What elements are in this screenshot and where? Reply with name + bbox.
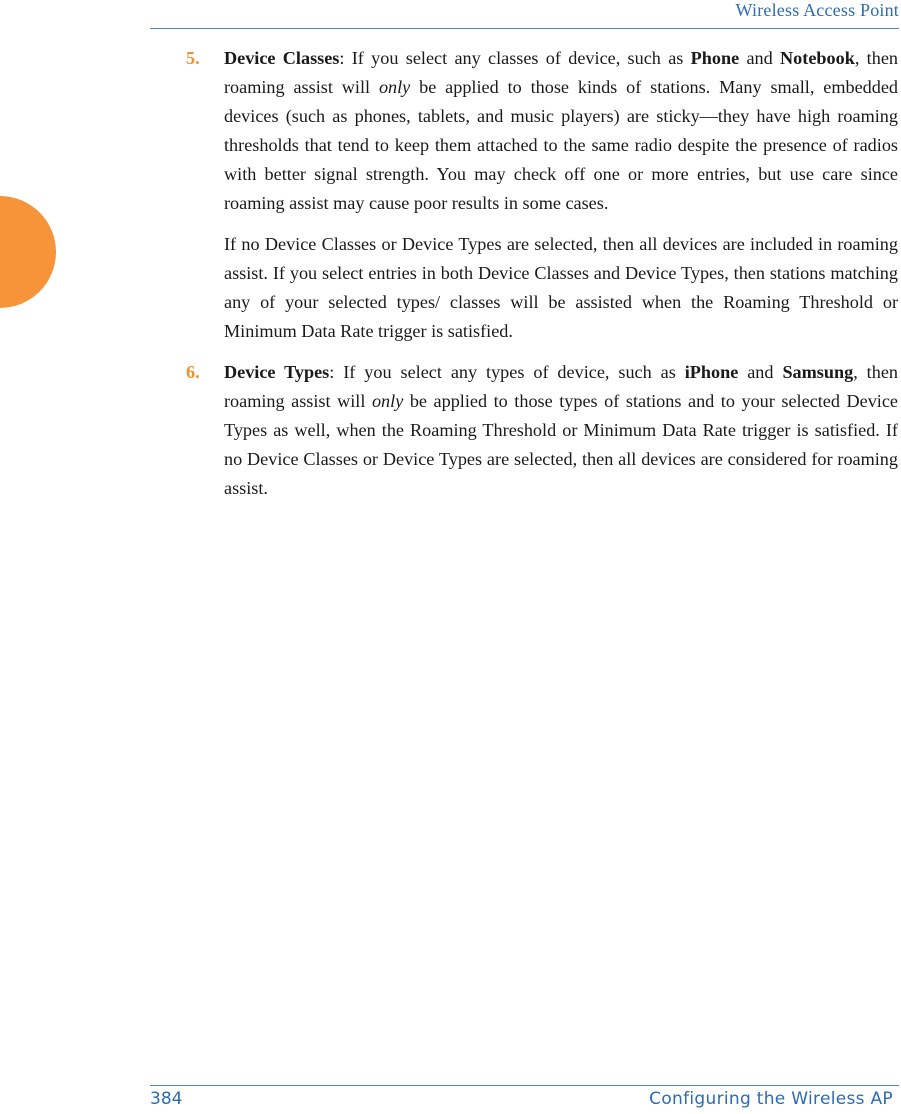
term-label: Device Classes <box>224 48 340 68</box>
list-item-device-classes <box>186 44 898 346</box>
chapter-tab-marker <box>0 196 56 308</box>
running-header <box>150 0 899 29</box>
list-item-number: 6. <box>186 362 200 382</box>
text-run: , then roaming assist will <box>224 362 898 411</box>
list-item-paragraph <box>224 358 898 503</box>
text-run: be applied to those kinds of stations. Many small, embedded devices (such as phones, tablets, and music players) are sticky—they have high roaming thresholds that tend to keep them attached to the same radio despite the presence of radios with better signal strength. You may check off one or more entries, but use care since roaming assist may cause poor results in some cases. <box>224 77 898 213</box>
page-content <box>186 44 898 515</box>
running-footer <box>150 1085 899 1114</box>
term-notebook: Notebook <box>780 48 855 68</box>
document-title: Wireless Access Point <box>735 0 899 20</box>
list-item-note-paragraph: If no Device Classes or Device Types are selected, then all devices are included in roaming assist. If you select entries in both Device Classes and Device Types, then stations matching any of your selected types/ classes will be assisted when the Roaming Threshold or Minimum Data Rate trigger is satisfied. <box>224 234 898 341</box>
page-number: 384 <box>150 1089 183 1109</box>
term-iphone: iPhone <box>684 362 739 382</box>
text-run: : If you select any classes of device, such as <box>339 48 691 68</box>
emphasis-only: only <box>378 77 411 97</box>
list-item-device-types <box>186 358 898 503</box>
list-item-paragraph <box>224 44 898 218</box>
term-samsung: Samsung <box>782 362 854 382</box>
term-phone: Phone <box>690 48 740 68</box>
list-item-number: 5. <box>186 48 200 68</box>
emphasis-only: only <box>371 391 404 411</box>
text-run: : If you select any types of device, such as <box>329 362 685 382</box>
text-run: and <box>738 362 783 382</box>
text-run: be applied to those types of stations and to your selected Device Types as well, when the Roaming Threshold or Minimum Data Rate trigger is satisfied. If no Device Classes or Device Types are selected, then all devices are considered for roaming assist. <box>224 391 898 498</box>
text-run: and <box>739 48 781 68</box>
chapter-title: Configuring the Wireless AP <box>649 1089 893 1109</box>
text-run: , then roaming assist will <box>224 48 898 97</box>
term-label: Device Types <box>224 362 330 382</box>
